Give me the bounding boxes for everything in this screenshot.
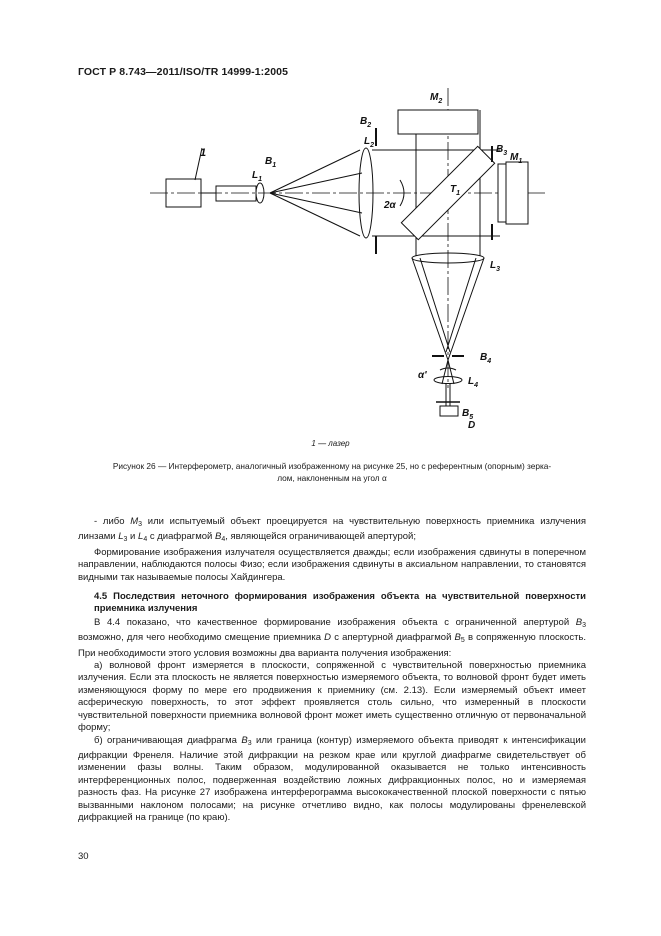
svg-text:L2: $L_2$ (364, 136, 375, 149)
svg-text:B2: $B_2$ (360, 116, 372, 129)
svg-text:α': α' (418, 370, 427, 381)
mirror-m1 (498, 164, 506, 222)
body-text (78, 516, 586, 824)
section-title: 4.5 Последствия неточного формирования изображения объекта на чувствительной поверхности приемника излучения (94, 591, 586, 615)
mirror-m2 (398, 110, 478, 134)
svg-text:T1: $T_1$ (450, 184, 461, 197)
figure-caption: Рисунок 26 — Интерферометр, аналогичный изображенному на рисунке 25, но с референтным (опорным) зерка- лом, наклоненным на угол α (112, 461, 552, 483)
svg-text:M2: $M_2$ (430, 92, 443, 105)
label-laser-number: 1 (200, 147, 207, 159)
paragraph: - либо $M_3$ или испытуемый объект проецируется на чувствительную поверхность приемника излучения линзами $L_3$ и $L_4$ с диафрагмой $B_4$, являющейся ограничивающей апертурой; (78, 516, 586, 544)
svg-text:L3: $L_3$ (490, 260, 501, 273)
svg-text:L1: $L_1$ (252, 170, 263, 183)
svg-text:B5: $B_5$ (462, 408, 474, 421)
svg-text:B4: $B_4$ (480, 352, 492, 365)
list-item-a: а) волновой фронт измеряется в плоскости, сопряженной с чувствительной поверхностью приемника излучения. Если эта плоскость не является поверхностью измеряемого объекта, то волновой фронт будет иметь изменяющуюся форму по мере его продвижения к приемнику (см. 2.13). Если измеряемый объект имеет асферическую поверхность, то этот эффект проявляется столь сильно, что измеренный в плоскости чувствительной поверхности приемника волновой фронт может иметь существенно отличную от первоначальной форму; (78, 660, 586, 734)
laser-emitter (216, 186, 256, 201)
label-m2: M (430, 92, 439, 103)
svg-text:L4: $L_4$ (468, 376, 479, 389)
detector-d (440, 406, 458, 416)
svg-text:2α: 2α (384, 200, 396, 211)
svg-text:B1: $B_1$ (265, 156, 277, 169)
paragraph: В 4.4 показано, что качественное формирование изображения объекта с ограниченной апертурой $B_3$ возможно, для чего необходимо смещение приемника D с апертурной диафрагмой $B_5$ в сопряженную плоскость. При необходимости этого условия возможны два варианта получения изображения: (78, 616, 587, 659)
document-header: ГОСТ Р 8.743—2011/ISO/TR 14999-1:2005 (78, 66, 289, 78)
interferometer-diagram (150, 88, 570, 440)
figure-legend: 1 — лазер (311, 439, 350, 448)
list-item-b: б) ограничивающая диафрагма $B_3$ или граница (контур) измеряемого объекта приводят к интенсификации дифракции Френеля. Наличие этой дифракции на резком крае или круглой диафрагме свидетельствует об изменении фазы волны. Таким образом, модулированной оказывается не только интенсивность интерференционных полос, подверженная воздействию ложных дифракционных полос, но и измеряемая разность фаз. На рисунке 27 изображена интерферограмма высококачественной плоской поверхности с пятью вызванными наклоном полосами; на рисунке отчетливо видно, как полосы модулированы френелевской дифракцией на границе (по краю). (78, 734, 586, 823)
page-number: 30 (78, 851, 89, 862)
svg-text:B3: $B_3$ (496, 144, 508, 157)
svg-text:M1: $M_1$ (510, 152, 523, 165)
svg-text:D: D (468, 420, 476, 431)
paragraph: Формирование изображения излучателя осуществляется дважды; если изображения сдвинуты в поперечном направлении, наблюдаются полосы Физо; если изображения сдвинуты в аксиальном направлении, то становятся видными так называемые полосы Хайдингера. (78, 546, 586, 583)
